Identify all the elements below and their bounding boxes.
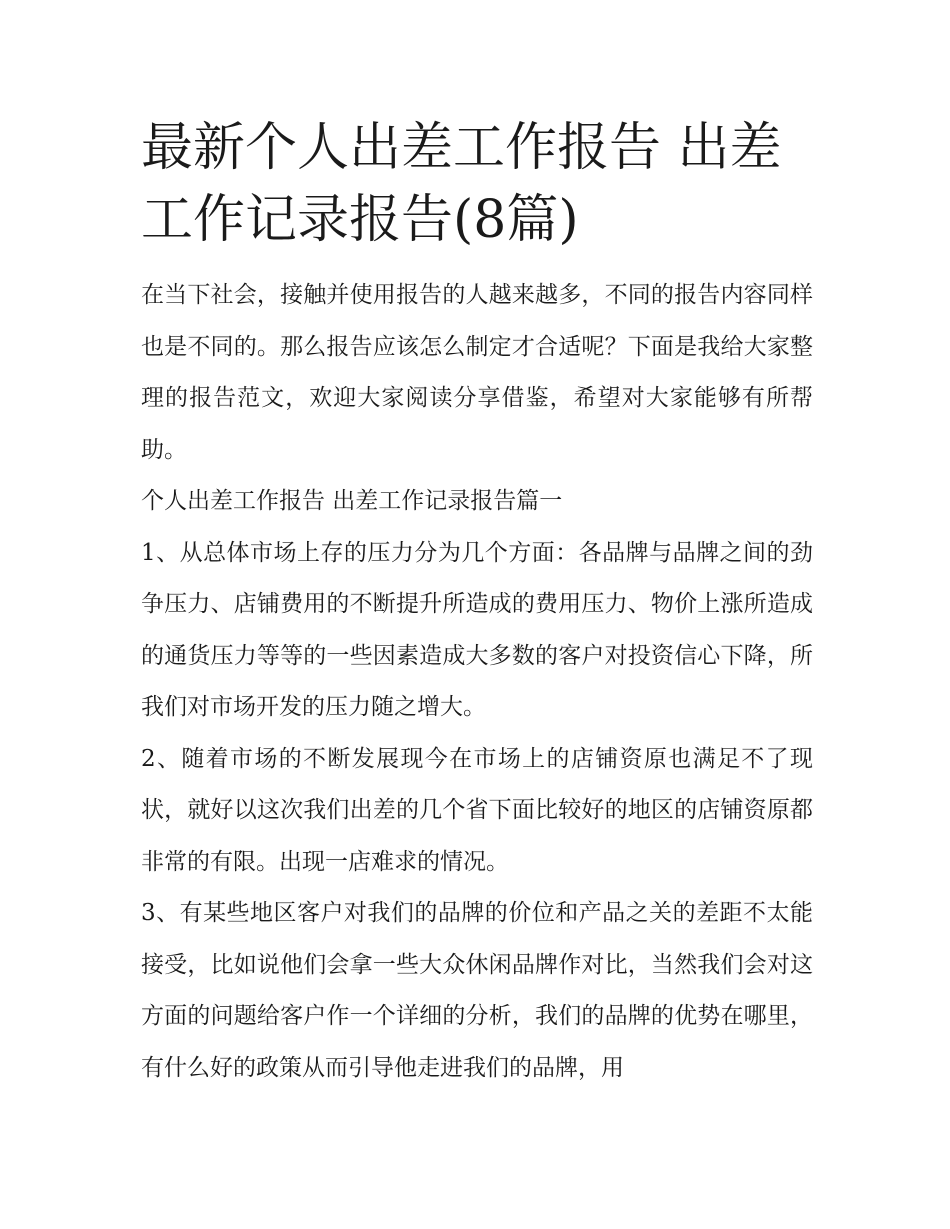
section-heading: 个人出差工作报告 出差工作记录报告篇一: [141, 488, 563, 514]
body-paragraph-2: 2、随着市场的不断发展现今在市场上的店铺资原也满足不了现状，就好以这次我们出差的几个省下面比较好的地区的店铺资原都非常的有限。出现一店难求的情况。: [141, 745, 813, 875]
body-paragraph-3: 3、有某些地区客户对我们的品牌的价位和产品之关的差距不太能接受，比如说他们会拿一些大众休闲品牌作对比，当然我们会对这方面的问题给客户作一个详细的分析，我们的品牌的优势在哪里，有什么好的政策从而引导他走进我们的品牌，用: [141, 900, 813, 1081]
body-paragraph-1: 1、从总体市场上存的压力分为几个方面：各品牌与品牌之间的劲争压力、店铺费用的不断提升所造成的费用压力、物价上涨所造成的通货压力等等的一些因素造成大多数的客户对投资信心下降，所我们对市场开发的压力随之增大。: [141, 539, 813, 720]
document-title: 最新个人出差工作报告 出差工作记录报告(8篇): [141, 118, 782, 250]
intro-paragraph: 在当下社会，接触并使用报告的人越来越多，不同的报告内容同样也是不同的。那么报告应该怎么制定才合适呢？下面是我给大家整理的报告范文，欢迎大家阅读分享借鉴，希望对大家能够有所帮助。: [141, 282, 813, 463]
document-body: [141, 112, 813, 1094]
